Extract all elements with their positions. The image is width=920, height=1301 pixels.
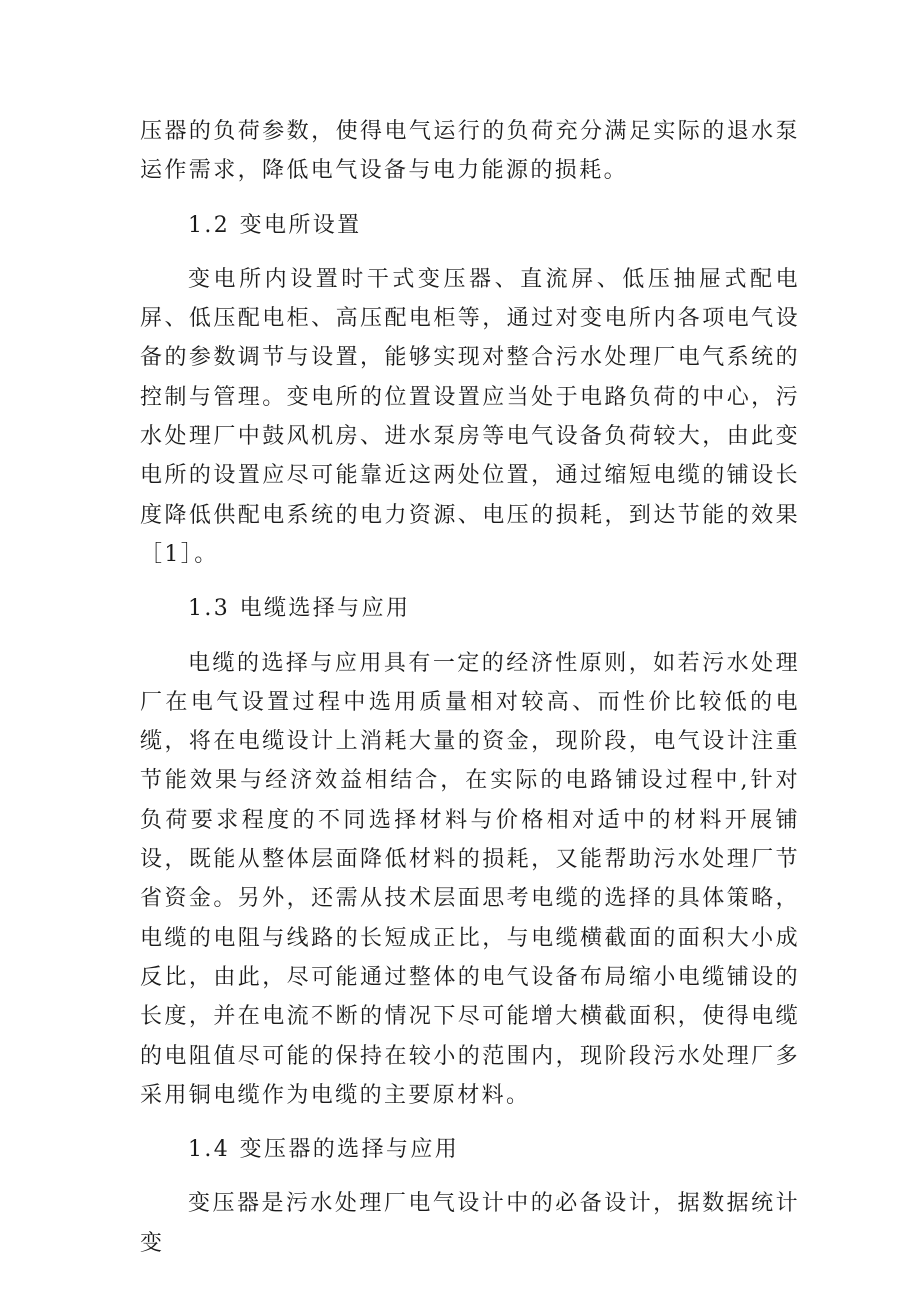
section-heading-1-2: 1.2 变电所设置 xyxy=(188,212,362,238)
paragraph-substation: 变电所内设置时干式变压器、直流屏、低压抽屉式配电屏、低压配电柜、高压配电柜等，通过对变电所内各项电气设备的参数调节与设置，能够实现对整合污水处理厂电气系统的控制与管理。变电所的位置设置应当处于电路负荷的中心，污水处理厂中鼓风机房、进水泵房等电气设备负荷较大，由此变电所的设置应尽可能靠近这两处位置，通过缩短电缆的铺设长度降低供配电系统的电力资源、电压的损耗，到达节能的效果［1］。 xyxy=(140,266,800,567)
document-body xyxy=(140,112,800,1263)
section-heading-1-3: 1.3 电缆选择与应用 xyxy=(188,596,411,622)
paragraph-transformer: 变压器是污水处理厂电气设计中的必备设计，据数据统计变 xyxy=(140,1191,800,1256)
paragraph-cable: 电缆的选择与应用具有一定的经济性原则，如若污水处理厂在电气设置过程中选用质量相对较高、而性价比较低的电缆，将在电缆设计上消耗大量的资金，现阶段，电气设计注重节能效果与经济效益相结合，在实际的电路铺设过程中,针对负荷要求程度的不同选择材料与价格相对适中的材料开展铺设，既能从整体层面降低材料的损耗，又能帮助污水处理厂节省资金。另外，还需从技术层面思考电缆的选择的具体策略，电缆的电阻与线路的长短成正比，与电缆横截面的面积大小成反比，由此，尽可能通过整体的电气设备布局缩小电缆铺设的长度，并在电流不断的情况下尽可能增大横截面积，使得电缆的电阻值尽可能的保持在较小的范围内，现阶段污水处理厂多采用铜电缆作为电缆的主要原材料。 xyxy=(140,650,800,1108)
section-heading-1-4: 1.4 变压器的选择与应用 xyxy=(188,1137,460,1163)
paragraph-continuation: 压器的负荷参数，使得电气运行的负荷充分满足实际的退水泵运作需求，降低电气设备与电力能源的损耗。 xyxy=(140,119,800,184)
